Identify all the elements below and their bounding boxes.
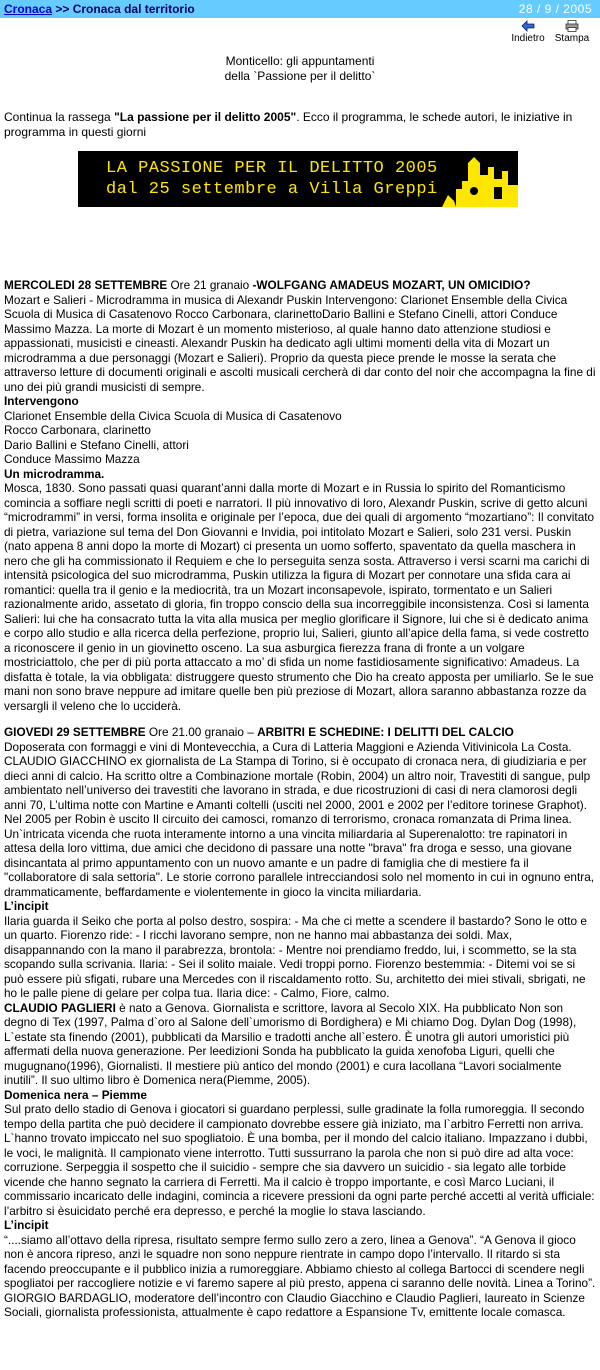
speaker-line: Conduce Massimo Mazza (4, 452, 140, 466)
article-intro (4, 110, 594, 140)
event2-time: Ore 21.00 granaio – (145, 725, 258, 739)
print-button-label: Stampa (554, 33, 590, 44)
breadcrumb-current: Cronaca dal territorio (72, 2, 195, 16)
print-button[interactable] (552, 20, 592, 44)
article-body (4, 278, 596, 1320)
incipit1-heading-text: L’incipit (4, 899, 49, 913)
event1-text: Mozart e Salieri - Microdramma in musica di Alexandr Puskin Intervengono: Clarionet Ensemble della Civica Scuola di Musica di Casatenovo Rocco Carbonara, clarinettoDario Ballini e Stefano Cinelli, attori Conduce Massimo Mazza. La morte di Mozart è un momento misterioso, al quale hanno dato attenzione studiosi e appassionati, musicisti e cineasti. Alexandr Puskin ha dedicato agli ultimi momenti della vita di Mozart un microdramma a due personaggi (Mozart e Salieri). Proprio da questa piece prende le mosse la serata che attraverso letture di documenti originali e ascolti musicali cercherà di dar conto del noir che accompagna la fine di uno dei più grandi musicisti di sempre. (4, 292, 596, 394)
banner-line2: dal 25 settembre a Villa Greppi (106, 180, 438, 199)
back-arrow-icon (521, 20, 535, 32)
article-title-line1: Monticello: gli appuntamenti (225, 54, 375, 68)
incipit2-text: “....siamo all’ottavo della ripresa, risultato sempre fermo sullo zero a zero, linea a Genova”. “A Genova il gioco non è ancora ripreso, anzi le squadre non sono neppure rientrate in campo dopo l’intervallo. Il ritardo si sta facendo preoccupante e il pubblico inizia a rumoreggiare. Abbiamo chiesto al collega Bartocci di scendere negli spogliatoi per raccogliere notizie e vi faremo sapere al più presto, appena ci saranno delle novità. Linea a Torino”. GIORGIO BARDAGLIO, moderatore dell’incontro con Claudio Giacchino e Claudio Paglieri, laureato in Scienze Sociali, giornalista professionista, attualmente è capo redattore a Espansione Tv, emittente locale comasca. (4, 1232, 596, 1319)
event1-title: -WOLFGANG AMADEUS MOZART, UN OMICIDIO? (252, 278, 531, 292)
event1-heading (4, 278, 596, 293)
event1-time: Ore 21 granaio (167, 278, 253, 292)
page-date: 28 / 9 / 2005 (518, 2, 592, 16)
back-button[interactable] (508, 20, 548, 44)
speaker-line: Dario Ballini e Stefano Cinelli, attori (4, 437, 189, 452)
speaker-line: Clarionet Ensemble della Civica Scuola di Musica di Casatenovo (4, 408, 342, 423)
incipit1-text: Ilaria guarda il Seiko che porta al polso destro, sospira: - Ma che ci mette a scendere il bastardo? Sono le otto e un quarto. Fiorenzo ride: - I ricchi lavorano sempre, non ne hanno mai abbastanza dei soldi. Max, disappannando con la mano il parabrezza, brontola: - Mentre noi prendiamo freddo, lui, i scommetto, se la sta scopando sulla scrivania. Ilaria: - Sei il solito maiale. Vedi troppi porno. Fiorenzo bestemmia: - Ditemi voi se si può essere più sfigati, rubare una Mercedes con il riscaldamento rotto. Su, architetto dei miei stivali, sbrigati, ne ho le palle piene di gelare per colpa tua. Ilaria dice: - Calmo, Fiore, calmo. (4, 913, 587, 1000)
microdramma-heading-text: Un microdramma. (4, 466, 105, 481)
intro-bold: "La passione per il delitto 2005" (114, 110, 297, 124)
breadcrumb (4, 0, 195, 18)
domenica-heading-text: Domenica nera – Piemme (4, 1087, 147, 1102)
domenica-heading (4, 1088, 596, 1103)
paglieri-name: CLAUDIO PAGLIERI (4, 1000, 116, 1015)
paglieri-text: è nato a Genova. Giornalista e scrittore, lavora al Secolo XIX. Ha pubblicato Non son degno di Tex (1997, Palma d`oro al Salone dell`umorismo di Bordighera) e Mi chiamo Dog. Dylan Dog (1998), L`estate sta finendo (2001), pubblicati da Marsilio e tradotti anche all`estero. È unotra gli autori umoristici più affermati della nuova generazione. Per leedizioni Sonda ha pubblicato la guida xenofoba Liguri, quelli che mugugnano(1996), Giornalisti. Il mestiere più antico del mondo (2001) e cura lacollana “Lavori socialmente inutili”. Il suo ultimo libro è Domenica nera(Piemme, 2005). (4, 1000, 577, 1087)
incipit2-heading (4, 1218, 596, 1233)
breadcrumb-bar (0, 0, 600, 18)
event2-title: ARBITRI E SCHEDINE: I DELITTI DEL CALCIO (257, 725, 514, 739)
incipit2-heading-text: L’incipit (4, 1218, 49, 1232)
event2-text: Doposerata con formaggi e vini di Montevecchia, a Cura di Latteria Maggioni e Azienda Vitivinicola La Costa. CLAUDIO GIACCHINO ex giornalista de La Stampa di Torino, si è occupato di cronaca nera, di giudiziaria e per dieci anni di calcio. Ha scritto oltre a Combinazione mortale (Robin, 2004) un altro noir, Travestiti di sangue, pulp ambientato nell’universo dei travestiti che lavorano in strada, e due ricostruzioni di casi di nera clamorosi degli anni 70, L’ultima notte con Martine e Amanti coltelli (usciti nel 2000, 2001 e 2002 per l’editore torinese Graphot). Nel 2005 per Robin è uscito Il circuito dei camosci, romanzo di terrorismo, cronaca romanzata di Prima linea. Un`intricata vicenda che ruota interamente intorno a una vincita miliardaria al Superenalotto: tre rapinatori in attesa della loro vittima, due amici che decidono di passare una notte "brava" fra droga e sesso, una giovane disincantata al primo appuntamento con un nuovo amante e un padre di famiglia che di mestiere fa il "collaboratore di sala settoria". Le storie corrono parallele intrecciandosi solo nel momento in cui in ognuno entra, drammaticamente, beffardamente e violentemente in gioco la vincita miliardaria. (4, 739, 595, 899)
event1-day: MERCOLEDI 28 SETTEMBRE (4, 278, 168, 292)
event1-speakers-heading (4, 394, 596, 409)
breadcrumb-link-cronaca[interactable]: Cronaca (4, 2, 53, 16)
microdramma-heading (4, 467, 596, 482)
incipit1-heading (4, 899, 596, 914)
microdramma-text: Mosca, 1830. Sono passati quasi quarant’anni dalla morte di Mozart e in Russia lo spirito del Romanticismo comincia a soffiare negli scritti di poeti e narratori. Il più innovativo di loro, Alexandr Puskin, scrive di getto alcuni “microdrammi” in versi, forma insolita e originale per l’epoca, due dei quali di argomento “mozartiano”: Il convitato di pietra, variazione sul tema del Don Giovanni e Invidia, poi intitolato Mozart e Salieri, solo 231 versi. Puskin (nato appena 8 anni dopo la morte di Mozart) ci presenta un uomo sofferto, spaventato da quella maschera in nero che gli ha commissionato il Requiem e che lo perseguita senza sosta. Attraverso i versi scarni ma carichi di intensità psicologica del suo microdramma, Puskin utilizza la figura di Mozart per connotare una sfida cara ai romantici: quella tra il genio e la mediocrità, tra un Mozart inconsapevole, ispirato, tormentato e un Salieri razionalmente arido, assetato di gloria, fin troppo conscio della sua incorreggibile inconsistenza. Così si lamenta Salieri: lui che ha consacrato tutta la vita alla musica per meglio glorificare il Signore, lui che si è dedicato anima e corpo allo studio e alla ricerca della perfezione, proprio lui, Salieri, giunto all’apice della fama, si vede costretto a riconoscere il genio in un giovinetto osceno. La sua asburgica fierezza frana di fronte a un volgare mostriciattolo, che per di più porta attaccato a mo’ di sfida un nome fastidiosamente significativo: Amadeus. La disfatta è totale, la via obbligata: distruggere questo strumento che Dio ha creato apposta per umiliarlo. Se le sue mani non sono brave neppure ad imitare quelle ben più preziose di Mozart, allora saranno abbastanza rozze da versargli il veleno che lo ucciderà. (4, 481, 595, 713)
printer-icon (565, 20, 579, 32)
speaker-line: Rocco Carbonara, clarinetto (4, 423, 151, 437)
event2-day: GIOVEDI 29 SETTEMBRE (4, 725, 146, 739)
speakers-heading-text: Intervengono (4, 394, 79, 408)
article-title-line2: della `Passione per il delitto` (224, 69, 376, 83)
back-button-label: Indietro (511, 33, 545, 44)
domenica-text: Sul prato dello stadio di Genova i giocatori si guardano perplessi, sulle gradinate la folla rumoreggia. Il secondo tempo della partita che può decidere il campionato dovrebbe essere già iniziato, ma l`arbitro Ferretti non arriva. L`hanno trovato impiccato nel suo spogliatoio. È una bomba, per il mondo del calcio italiano. Impazzano i dubbi, le voci, le malignità. Il campionato viene interrotto. Tutti sussurrano la parola che non si può dire ad alta voce: corruzione. Serpeggia il sospetto che il suicidio - sempre che sia davvero un suicidio - sia legato alle torbide vicende che hanno segnato la carriera di Ferretti. Ma il calcio è troppo importante, e così Marco Luciani, il commissario incaricato delle indagini, comincia a ricevere pressioni da ogni parte perché accetti al verità ufficiale: l’arbitro si èsuicidato perché era depresso, e perché la moglie lo stava lasciando. (4, 1102, 595, 1218)
intro-text: Continua la rassega (4, 110, 115, 124)
event-banner (78, 151, 518, 207)
event2-heading (4, 725, 596, 740)
toolbar (508, 20, 592, 48)
breadcrumb-separator: >> (52, 2, 73, 16)
banner-line1: LA PASSIONE PER IL DELITTO 2005 (106, 159, 438, 178)
skyline-logo-icon (438, 151, 518, 207)
paglieri-bio (4, 1001, 596, 1088)
intro-text-end: . Ecco il programma, le schede autori, le iniziative in programma in questi giorni (4, 110, 573, 139)
article-title (0, 54, 600, 84)
